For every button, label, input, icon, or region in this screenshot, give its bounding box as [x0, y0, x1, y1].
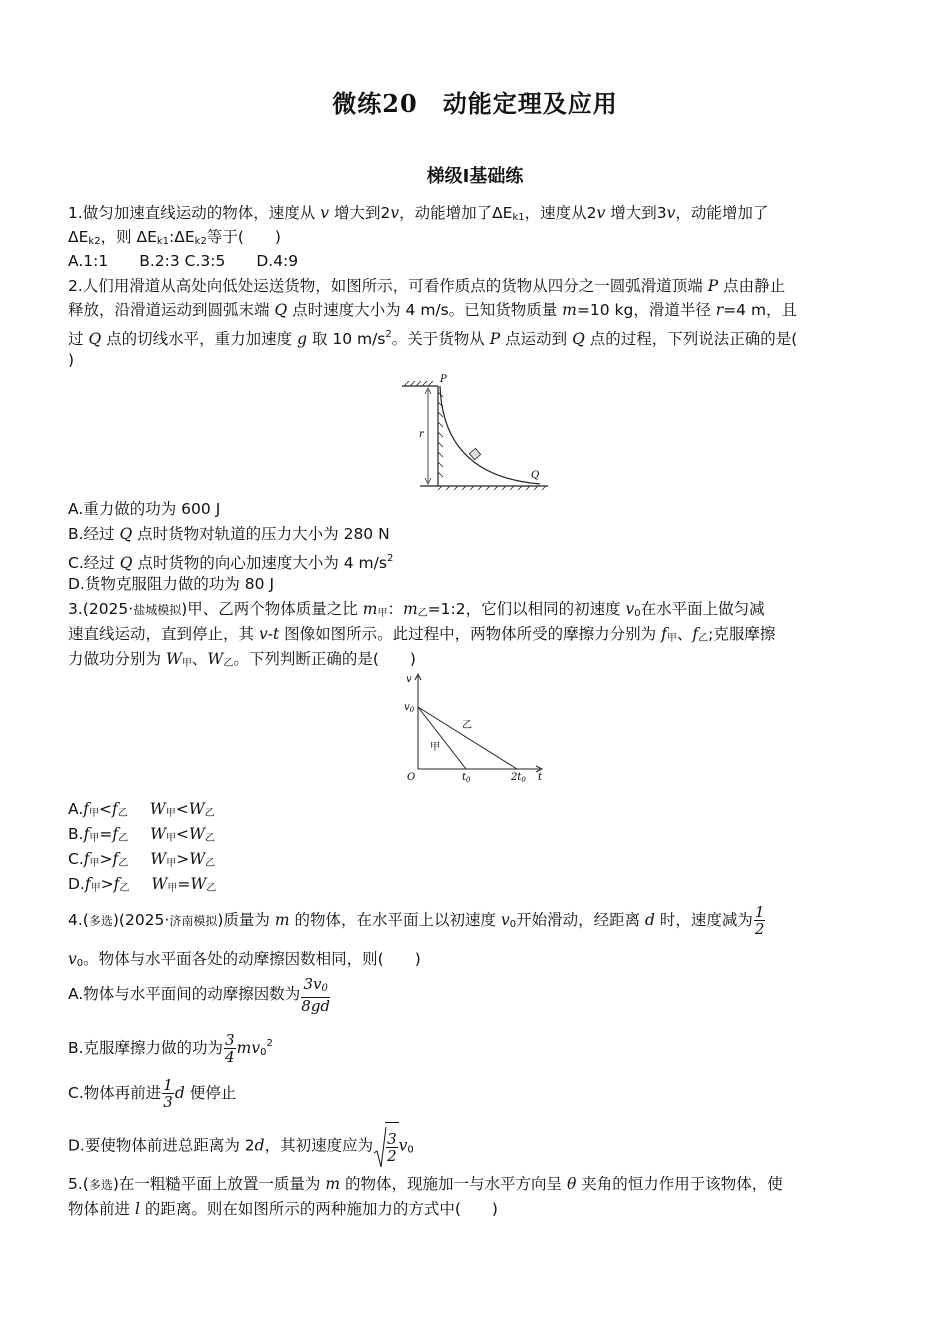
q2-option-b: B.经过 Q 点时货物对轨道的压力大小为 280 N [68, 525, 390, 543]
q2-line1: 2.人们用滑道从高处向低处运送货物，如图所示，可看作质点的货物从四分之一圆弧滑道顶端 P 点由静止 [68, 277, 786, 295]
svg-text:甲: 甲 [430, 742, 440, 753]
q2-line2: 释放，沿滑道运动到圆弧末端 Q 点时速度大小为 4 m/s。已知货物质量 m=10 kg，滑道半径 r=4 m，且 [68, 301, 798, 319]
svg-text:r: r [419, 429, 424, 440]
q2-option-c: C.经过 Q 点时货物的向心加速度大小为 4 $m/s^2$ [68, 553, 394, 572]
q5-line1: 5.(多选)在一粗糙平面上放置一质量为 m 的物体，现施加一与水平方向呈 θ 夹角的恒力作用于该物体，使 [68, 1175, 783, 1193]
svg-text:v0: $v_0$ [404, 702, 415, 714]
q4-option-c: C.物体再前进 $\frac{1}{3}$ d 便停止 [68, 1076, 237, 1111]
q1-line1: 1.做匀加速直线运动的物体，速度从 v 增大到2v，动能增加了$\Delta E_{k1}$，速度从2v 增大到3v，动能增加了 [68, 204, 769, 223]
vt-graph [400, 672, 550, 782]
q3-option-d: $D.f_甲>f_乙$ $W_甲=W_乙$ [68, 875, 217, 894]
q2-option-a: A.重力做的功为 600 J [68, 500, 221, 518]
svg-text:t0: $t_0$ [462, 772, 471, 782]
q4-option-b: B.克服摩擦力做的功为 $\frac{3}{4}$ $mv_0^2$ [68, 1031, 273, 1066]
q2-option-d: D.货物克服阻力做的功为 80 J [68, 575, 275, 593]
q4-option-d: D.要使物体前进总距离为 2d，其初速度应为 $\frac{3}{2}$ $v_0$ [68, 1122, 414, 1174]
svg-text:v: v [406, 674, 412, 685]
svg-text:t: t [538, 772, 543, 782]
q1-options: A.1:1 B.2:3 C.3:5 D.4:9 [68, 252, 299, 270]
q3-line3: 力做功分别为 $W_甲$、$W_乙$。下列判断正确的是( ) [68, 650, 416, 669]
q3-line2: 速直线运动，直到停止，其 v-t 图像如图所示。此过程中，两物体所受的摩擦力分别为 $f_甲$、$f_乙$;克服摩擦 [68, 625, 776, 644]
section-subtitle: 梯级Ⅰ基础练 [426, 166, 524, 187]
svg-text:2t0: $2t_0$ [511, 772, 526, 782]
page-title: 微练20 动能定理及应用 [332, 89, 618, 118]
q4-option-a: A.物体与水平面间的动摩擦因数为 $\frac{3v_0}{8gd}$ [68, 974, 331, 1015]
frac-third: $\frac{1}{3}$ [163, 1076, 173, 1111]
q2-line3: 过 Q 点的切线水平，重力加速度 g 取 10 $m/s^2$。关于货物从 P 点运动到 Q 点的过程，下列说法正确的是( [68, 329, 798, 348]
q4-line2: $v_0$。物体与水平面各处的动摩擦因数相同，则( ) [68, 950, 421, 969]
q1-line2: $\Delta E_{k2}$，则 $\Delta E_{k1}:\Delta E_{k2}$等于( ) [68, 228, 281, 247]
frac-three-quarters: $\frac{3}{4}$ [225, 1031, 235, 1066]
svg-text:乙: 乙 [462, 720, 472, 731]
svg-text:O: O [407, 772, 416, 782]
frac-half: $\frac{1}{2}$ [754, 903, 765, 938]
q3-option-b: $B.f_甲=f_乙$ $W_甲<W_乙$ [68, 825, 215, 844]
svg-text:P: P [440, 374, 447, 385]
svg-text:Q: Q [531, 470, 540, 481]
frac-sqrt-inner: $\frac{3}{2}$ [387, 1130, 397, 1165]
q3-option-c: $C.f_甲>f_乙$ $W_甲>W_乙$ [68, 850, 216, 869]
slide-diagram [398, 372, 558, 494]
q2-line4: ) [68, 351, 75, 369]
q3-line1: 3.(2025·盐城模拟)甲、乙两个物体质量之比 $m_甲$：$m_乙=1:2$，它们以相同的初速度 $v_0$在水平面上做匀减 [68, 600, 765, 619]
q4-line1: 4.(多选)(2025·济南模拟)质量为 m 的物体，在水平面上以初速度 $v_0$开始滑动，经距离 d 时，速度减为 $\frac{1}{2}$ [68, 903, 765, 938]
frac-mu: $\frac{3v_0}{8gd}$ [301, 974, 331, 1015]
q3-option-a: $A.f_甲<f_乙$ $W_甲<W_乙$ [68, 800, 215, 819]
q5-line2: 物体前进 l 的距离。则在如图所示的两种施加力的方式中( ) [68, 1200, 498, 1218]
